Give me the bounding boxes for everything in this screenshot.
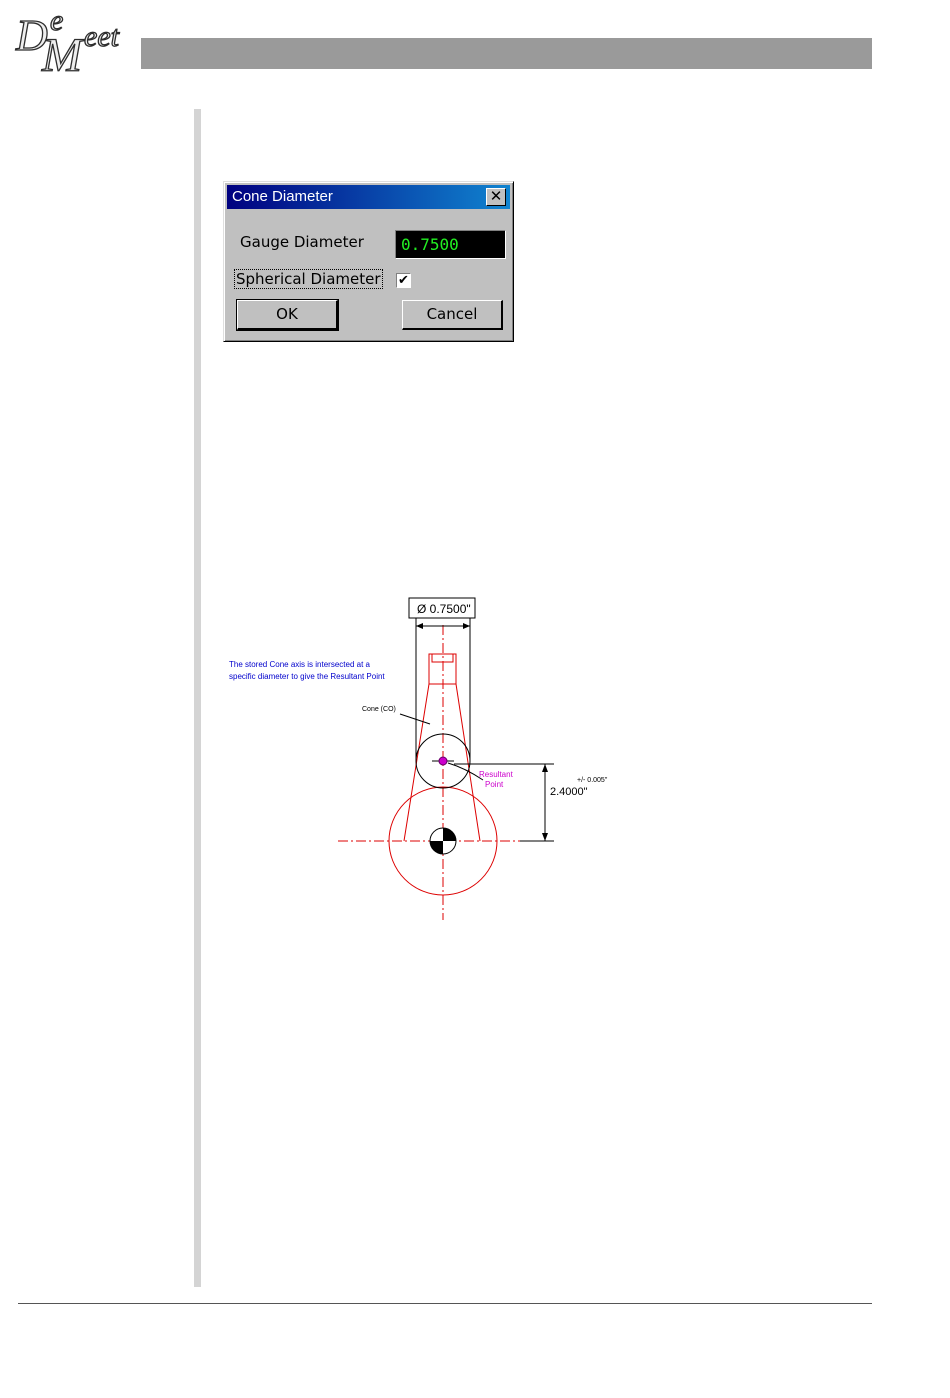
demeet-logo <box>12 4 137 82</box>
spherical-diameter-checkbox[interactable] <box>396 273 411 288</box>
center-target-icon <box>430 828 456 854</box>
resultant-leader-line <box>448 763 483 780</box>
ok-button[interactable]: OK <box>237 300 338 330</box>
resultant-label-line-2: Point <box>485 780 504 789</box>
cone-diameter-dialog <box>223 181 514 342</box>
tolerance-label: +/- 0.005" <box>577 777 608 784</box>
logo-letter-m: M <box>42 29 82 82</box>
dialog-titlebar[interactable] <box>227 185 510 209</box>
spherical-diameter-label[interactable]: Spherical Diameter <box>236 270 381 288</box>
cone-leader-line <box>400 714 430 724</box>
footer-rule <box>18 1303 872 1304</box>
logo-letter-e: e <box>50 4 64 37</box>
cone-label: Cone (CO) <box>362 706 396 713</box>
logo-letters-eet: eet <box>84 20 119 53</box>
dialog-title: Cone Diameter <box>232 188 333 205</box>
side-rule <box>194 109 201 1287</box>
header-bar <box>141 38 872 69</box>
gauge-diameter-label: Gauge Diameter <box>240 233 364 251</box>
logo-letter-d: D <box>16 11 48 60</box>
note-line-2: specific diameter to give the Resultant Point <box>229 672 385 681</box>
close-button[interactable] <box>486 188 506 206</box>
cancel-button[interactable]: Cancel <box>402 300 503 330</box>
cone-intersection-drawing <box>220 590 640 930</box>
check-icon: ✔ <box>398 273 409 288</box>
close-icon: ✕ <box>489 187 503 205</box>
cone-right-edge <box>456 684 480 841</box>
height-label: 2.4000" <box>550 786 588 798</box>
gauge-diameter-input[interactable]: 0.7500 <box>395 230 506 259</box>
note-line-1: The stored Cone axis is intersected at a <box>229 660 370 669</box>
diameter-label: Ø 0.7500" <box>417 602 471 616</box>
resultant-point-marker <box>439 757 447 765</box>
resultant-label-line-1: Resultant <box>479 770 513 779</box>
